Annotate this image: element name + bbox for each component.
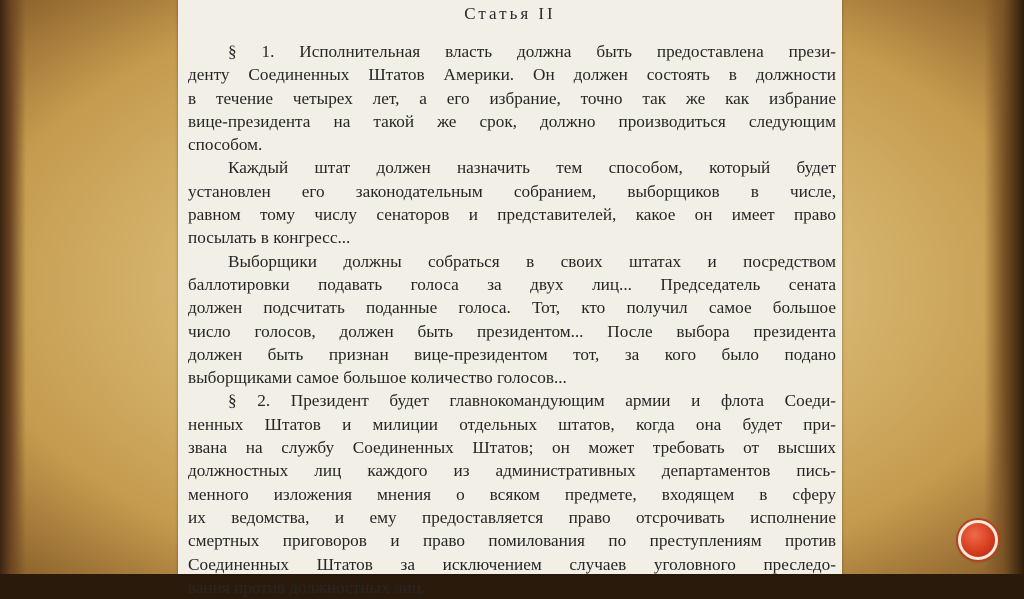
document-page: [178, 0, 842, 597]
text-line: способом.: [188, 135, 263, 155]
article-title: Статья II: [464, 4, 556, 23]
text-line: должностных лиц каждого из административных департаментов пись-: [188, 461, 836, 481]
next-slide-button[interactable]: [958, 520, 998, 560]
text-line: посылать в конгресс...: [188, 228, 351, 248]
text-line: Соединенных Штатов за исключением случаев уголовного преследо-: [188, 554, 836, 574]
parchment-left-edge: [0, 0, 26, 574]
text-line: должен быть признан вице-президентом тот, за кого было подано: [188, 344, 836, 364]
text-line: денту Соединенных Штатов Америки. Он должен состоять в должности: [188, 65, 836, 85]
text-line: вания против должностных лиц.: [188, 577, 426, 597]
text-line: равном тому числу сенаторов и представителей, какое он имеет право: [188, 205, 836, 225]
text-line: их ведомства, и ему предоставляется право отсрочивать исполнение: [188, 507, 836, 527]
text-line: звана на службу Соединенных Штатов; он может требовать от высших: [188, 438, 836, 458]
parchment-right-edge: [984, 0, 1024, 574]
text-line: установлен его законодательным собранием, выборщиков в числе,: [188, 181, 836, 201]
text-line: ненных Штатов и милиции отдельных штатов, когда она будет при-: [188, 414, 836, 434]
article-text: [188, 40, 836, 599]
text-line: выборщиками самое большое количество голосов...: [188, 368, 567, 388]
text-line: Каждый штат должен назначить тем способом, который будет: [228, 158, 836, 178]
text-line: в течение четырех лет, а его избрание, точно так же как избрание: [188, 88, 836, 108]
text-line: число голосов, должен быть президентом... После выбора президента: [188, 321, 836, 341]
text-line: баллотировки подавать голоса за двух лиц... Председатель сената: [188, 274, 836, 294]
text-line: менного изложения мнения о всяком предмете, входящем в сферу: [188, 484, 836, 504]
text-line: Выборщики должны собраться в своих штатах и посредством: [228, 251, 836, 271]
text-line: вице-президента на такой же срок, должно производиться следующим: [188, 111, 836, 131]
text-line: § 1. Исполнительная власть должна быть предоставлена прези-: [228, 42, 836, 61]
text-line: смертных приговоров и право помилования по преступлениям против: [188, 531, 836, 551]
text-line: должен подсчитать поданные голоса. Тот, кто получил самое большое: [188, 298, 836, 318]
text-line: § 2. Президент будет главнокомандующим армии и флота Соеди-: [228, 391, 836, 411]
